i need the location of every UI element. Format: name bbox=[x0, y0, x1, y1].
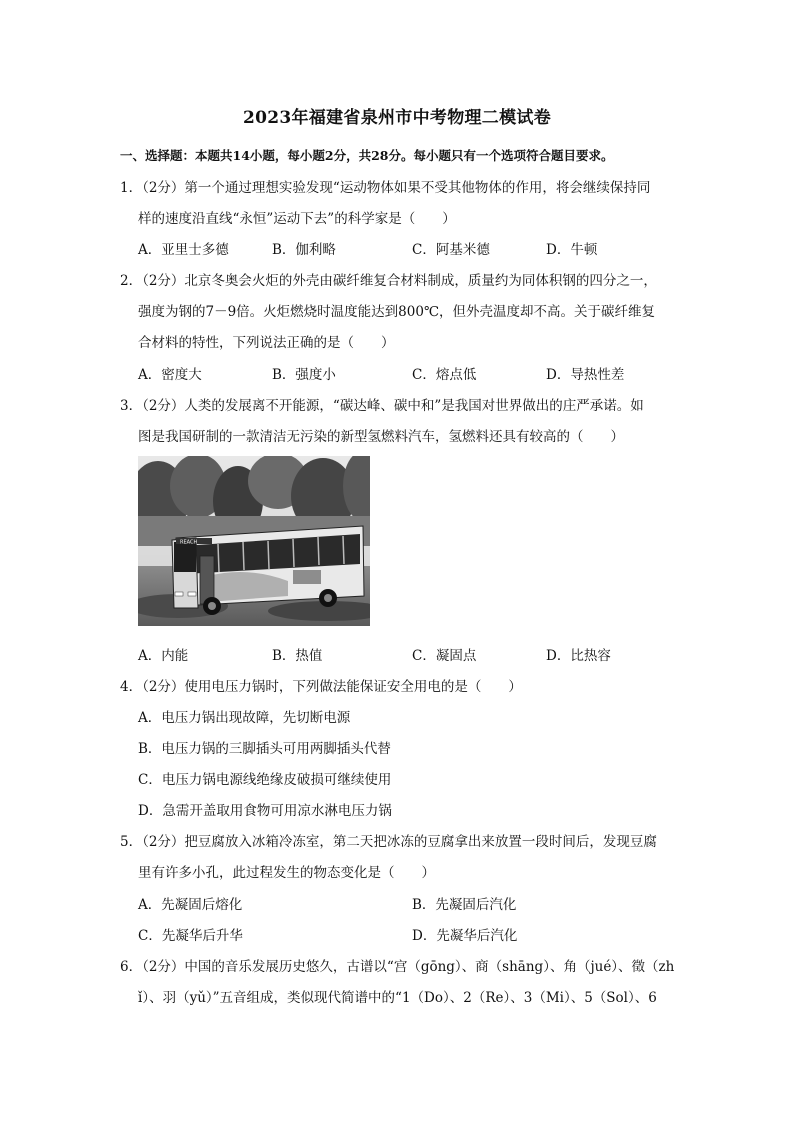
question-1-option-b: B．伽利略 bbox=[272, 242, 336, 258]
question-1-line-1: 1．（2分）第一个通过理想实验发现“运动物体如果不受其他物体的作用，将会继续保持同 bbox=[120, 180, 651, 196]
question-2-line-3: 合材料的特性，下列说法正确的是（ ） bbox=[138, 335, 395, 351]
hydrogen-bus-photo bbox=[138, 456, 370, 626]
question-5-option-a: A．先凝固后熔化 bbox=[138, 897, 243, 913]
question-4-option-a: A．电压力锅出现故障，先切断电源 bbox=[138, 710, 351, 726]
question-6-line-2: ǐ）、羽（yǔ）”五音组成，类似现代简谱中的“1（Do）、2（Re）、3（Mi）、5（Sol）、6 bbox=[138, 990, 657, 1006]
question-4-line-1: 4．（2分）使用电压力锅时，下列做法能保证安全用电的是（ ） bbox=[120, 679, 522, 695]
question-2-line-2: 强度为钢的7－9倍。火炬燃烧时温度能达到800℃，但外壳温度却不高。关于碳纤维复 bbox=[138, 304, 656, 320]
question-3-option-d: D．比热容 bbox=[546, 648, 611, 664]
question-2-option-d: D．导热性差 bbox=[546, 367, 625, 383]
question-1-option-c: C．阿基米德 bbox=[412, 242, 490, 258]
page-title: 2023年福建省泉州市中考物理二模试卷 bbox=[242, 108, 551, 128]
question-1-option-d: D．牛顿 bbox=[546, 242, 598, 258]
question-4-option-d: D．急需开盖取用食物可用凉水淋电压力锅 bbox=[138, 803, 392, 819]
question-4-option-b: B．电压力锅的三脚插头可用两脚插头代替 bbox=[138, 741, 391, 757]
question-1-line-2: 样的速度沿直线“永恒”运动下去”的科学家是（ ） bbox=[138, 211, 456, 227]
question-5-option-d: D．先凝华后汽化 bbox=[412, 928, 518, 944]
question-2-option-c: C．熔点低 bbox=[412, 367, 477, 383]
question-2-option-b: B．强度小 bbox=[272, 367, 336, 383]
question-6-line-1: 6．（2分）中国的音乐发展历史悠久，古谱以“宫（gōng）、商（shāng）、角（jué）、徵（zh bbox=[120, 959, 675, 975]
question-1-option-a: A．亚里士多德 bbox=[138, 242, 229, 258]
question-4-option-c: C．电压力锅电源线绝缘皮破损可继续使用 bbox=[138, 772, 392, 788]
question-3-line-1: 3．（2分）人类的发展离不开能源，“碳达峰、碳中和”是我国对世界做出的庄严承诺。如 bbox=[120, 398, 644, 414]
question-3-option-b: B．热值 bbox=[272, 648, 323, 664]
question-2-option-a: A．密度大 bbox=[138, 367, 202, 383]
question-5-line-2: 里有许多小孔，此过程发生的物态变化是（ ） bbox=[138, 865, 435, 881]
question-3-option-c: C．凝固点 bbox=[412, 648, 477, 664]
question-2-line-1: 2．（2分）北京冬奥会火炬的外壳由碳纤维复合材料制成，质量约为同体积钢的四分之一， bbox=[120, 273, 657, 289]
question-5-option-c: C．先凝华后升华 bbox=[138, 928, 243, 944]
question-3-option-a: A．内能 bbox=[138, 648, 189, 664]
bus-destination-sign: REACH bbox=[180, 539, 198, 546]
question-5-option-b: B．先凝固后汽化 bbox=[412, 897, 517, 913]
section-heading: 一、选择题：本题共14小题，每小题2分，共28分。每小题只有一个选项符合题目要求。 bbox=[120, 148, 614, 163]
question-5-line-1: 5．（2分）把豆腐放入冰箱冷冻室，第二天把冰冻的豆腐拿出来放置一段时间后，发现豆腐 bbox=[120, 834, 657, 850]
question-3-line-2: 图是我国研制的一款清洁无污染的新型氢燃料汽车，氢燃料还具有较高的（ ） bbox=[138, 429, 624, 445]
